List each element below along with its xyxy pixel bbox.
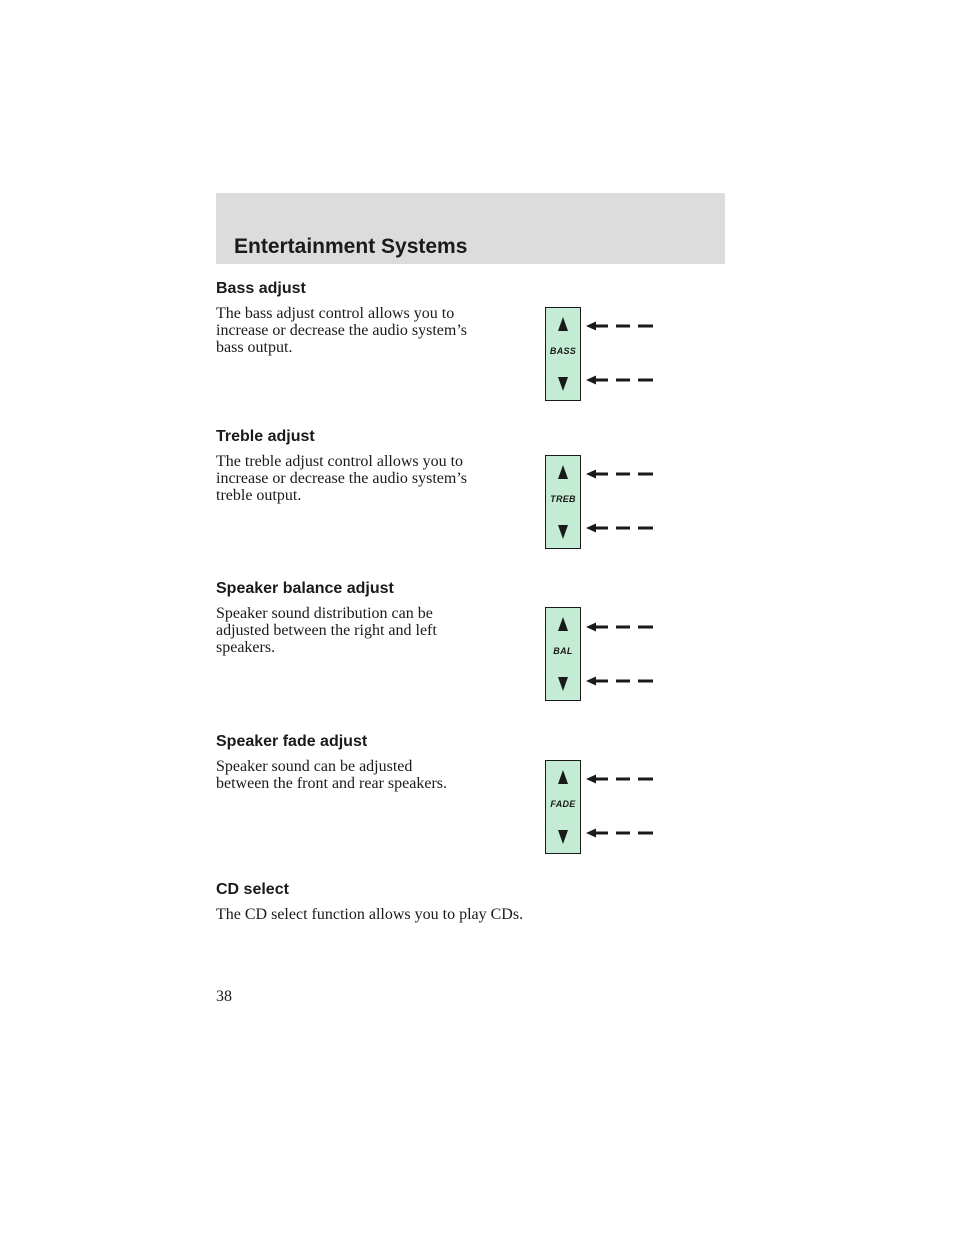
section-fade <box>216 732 456 792</box>
fade-down-button[interactable] <box>546 825 580 849</box>
fade-control <box>545 760 581 854</box>
section-treble <box>216 427 476 504</box>
balance-control <box>545 607 581 701</box>
section-bass <box>216 279 471 356</box>
section-heading: Bass adjust <box>216 280 306 297</box>
bass-up-button[interactable] <box>546 312 580 336</box>
up-arrow-icon <box>557 769 569 785</box>
section-body: The treble adjust control allows you to increase or decrease the audio system’s treble output. <box>216 453 468 504</box>
callout-arrow-icon <box>586 676 654 686</box>
section-body: Speaker sound can be adjusted between the front and rear speakers. <box>216 758 447 792</box>
balance-up-button[interactable] <box>546 612 580 636</box>
section-heading: CD select <box>216 881 289 898</box>
treble-label: TREB <box>550 494 576 504</box>
up-arrow-icon <box>557 616 569 632</box>
section-heading: Speaker balance adjust <box>216 580 394 597</box>
section-body: The bass adjust control allows you to increase or decrease the audio system’s bass output. <box>216 305 468 356</box>
callout-arrow-icon <box>586 375 654 385</box>
page-title: Entertainment Systems <box>234 235 468 258</box>
up-arrow-icon <box>557 316 569 332</box>
down-arrow-icon <box>557 676 569 692</box>
treble-control <box>545 455 581 549</box>
balance-label: BAL <box>553 646 573 656</box>
down-arrow-icon <box>557 524 569 540</box>
callout-arrow-icon <box>586 469 654 479</box>
callout-arrow-icon <box>586 321 654 331</box>
fade-up-button[interactable] <box>546 765 580 789</box>
callout-arrow-icon <box>586 774 654 784</box>
page-number: 38 <box>216 988 232 1005</box>
down-arrow-icon <box>557 829 569 845</box>
section-heading: Treble adjust <box>216 428 315 445</box>
treble-down-button[interactable] <box>546 520 580 544</box>
treble-up-button[interactable] <box>546 460 580 484</box>
section-cd-select <box>216 880 716 923</box>
bass-control <box>545 307 581 401</box>
balance-down-button[interactable] <box>546 672 580 696</box>
callout-arrow-icon <box>586 828 654 838</box>
bass-down-button[interactable] <box>546 372 580 396</box>
section-body: The CD select function allows you to play CDs. <box>216 906 524 923</box>
header-band <box>216 193 725 264</box>
fade-label: FADE <box>550 799 576 809</box>
callout-arrow-icon <box>586 523 654 533</box>
down-arrow-icon <box>557 376 569 392</box>
section-balance <box>216 579 478 656</box>
section-body: Speaker sound distribution can be adjusted between the right and left speakers. <box>216 605 437 656</box>
up-arrow-icon <box>557 464 569 480</box>
bass-label: BASS <box>549 346 577 356</box>
callout-arrow-icon <box>586 622 654 632</box>
section-heading: Speaker fade adjust <box>216 733 368 750</box>
